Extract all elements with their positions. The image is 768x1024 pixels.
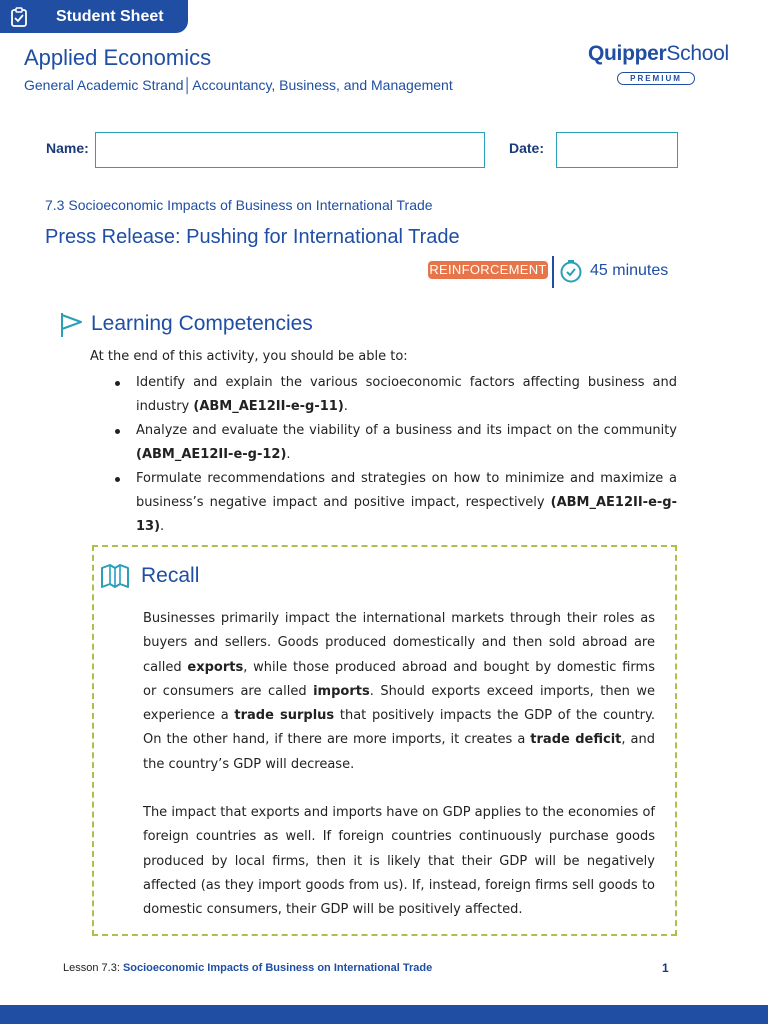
list-item: Identify and explain the various socioeconomic factors affecting business and industry (ABM_AE12II-e-g-11). — [112, 371, 677, 419]
recall-heading: Recall — [141, 564, 200, 587]
clock-icon — [559, 259, 583, 283]
footer-prefix: Lesson 7.3: — [63, 962, 123, 974]
quipper-logo — [588, 42, 730, 83]
footer-lesson — [63, 962, 432, 974]
duration-text: 45 minutes — [590, 262, 669, 279]
logo-light: School — [666, 42, 729, 65]
date-label: Date: — [509, 140, 545, 156]
page-title: Press Release: Pushing for International Trade — [45, 226, 460, 248]
student-sheet-tab — [0, 0, 188, 33]
book-icon — [100, 563, 130, 589]
list-item: Formulate recommendations and strategies on how to minimize and maximize a business’s negative impact and positive impact, respectively (ABM_AE12II-e-g-13). — [112, 467, 677, 539]
competencies-heading: Learning Competencies — [91, 312, 313, 335]
list-item: Analyze and evaluate the viability of a business and its impact on the community (ABM_AE12II-e-g-12). — [112, 419, 677, 467]
divider — [552, 256, 554, 288]
name-input[interactable] — [95, 132, 485, 168]
logo-premium-tag: PREMIUM — [617, 72, 695, 85]
logo-bold: Quipper — [588, 42, 667, 65]
recall-paragraph-1: Businesses primarily impact the international markets through their roles as buyers and sellers. Goods produced domestically and then sold abroad are called exports, while those produced abroad and bought by domestic firms or consumers are called imports. Should exports exceed imports, then we experience a trade surplus that positively impacts the GDP of the country. On the other hand, if there are more imports, it creates a trade deficit, and the country’s GDP will decrease. — [143, 611, 655, 772]
strand-text: General Academic Strand│Accountancy, Business, and Management — [24, 77, 453, 93]
reinforcement-badge: REINFORCEMENT — [429, 262, 547, 277]
clipboard-icon — [10, 7, 28, 27]
subject-title: Applied Economics — [24, 45, 212, 70]
lesson-code: 7.3 Socioeconomic Impacts of Business on International Trade — [45, 197, 433, 213]
flag-icon — [60, 312, 84, 338]
footer-title: Socioeconomic Impacts of Business on International Trade — [122, 962, 433, 974]
tab-label: Student Sheet — [56, 7, 164, 25]
date-input[interactable] — [556, 132, 678, 168]
competencies-intro: At the end of this activity, you should be able to: — [90, 349, 408, 364]
recall-paragraph-2: The impact that exports and imports have on GDP applies to the economies of foreign countries as well. If foreign countries continuously purchase goods produced by local firms, then it is likely that their GDP will be negatively affected (as they import goods from us). If, instead, foreign firms sell goods to domestic consumers, their GDP will be positively affected. — [143, 805, 655, 918]
page-number: 1 — [662, 961, 669, 975]
name-label: Name: — [46, 140, 89, 156]
competencies-list — [112, 371, 677, 539]
footer-bar — [0, 1005, 768, 1024]
